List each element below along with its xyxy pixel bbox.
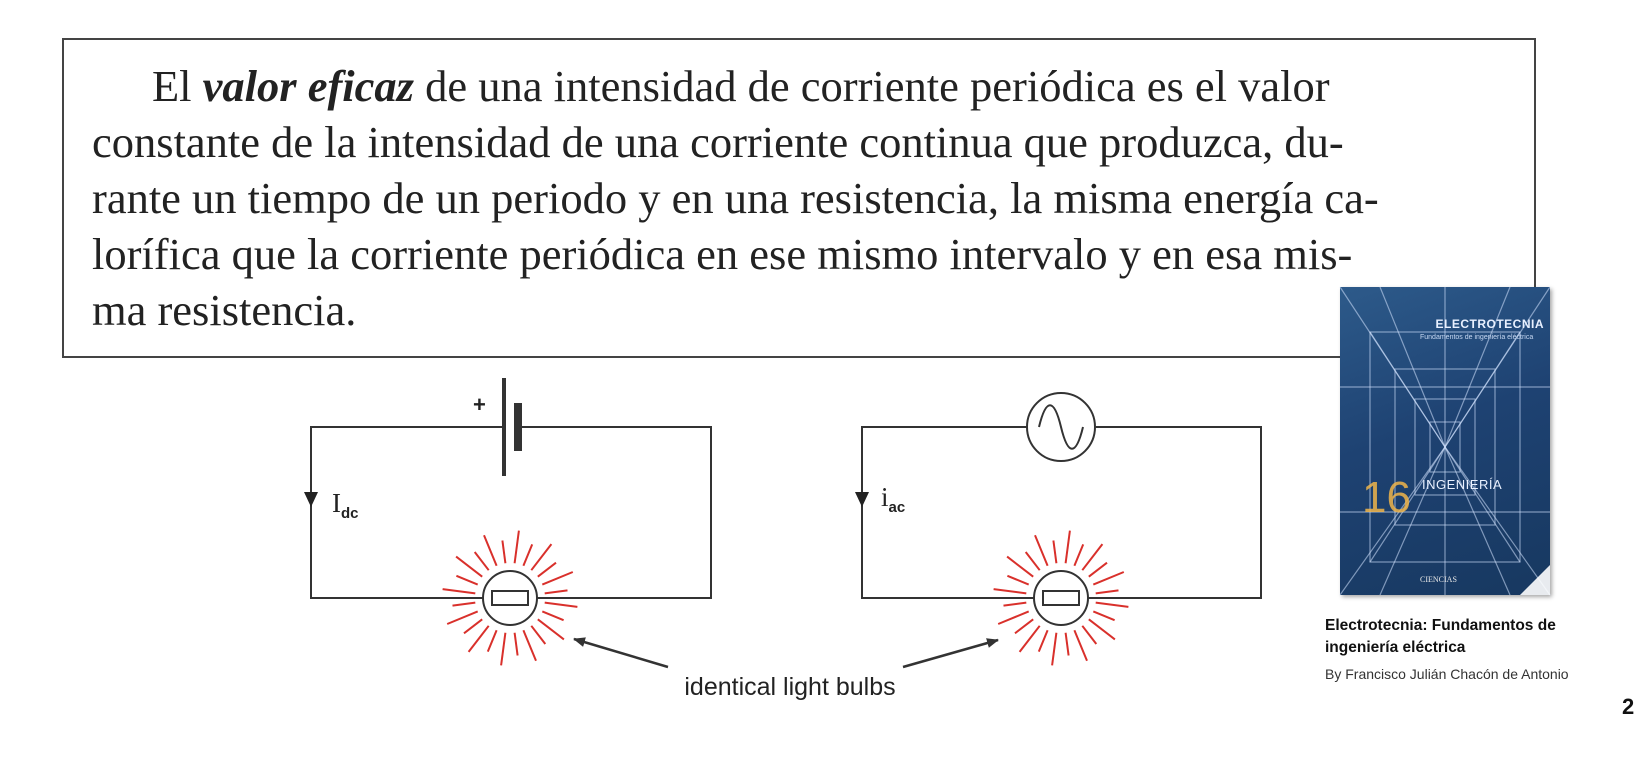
light-ray <box>994 589 1027 593</box>
light-ray <box>1052 633 1056 666</box>
light-ray <box>475 552 489 570</box>
cover-subtitle: Fundamentos de ingeniería eléctrica <box>1420 334 1534 341</box>
cover-title: ELECTROTECNIA <box>1435 317 1544 331</box>
light-ray <box>538 619 564 639</box>
definition-line-3: rante un tiempo de un periodo y en una resistencia, la misma energía ca- <box>92 173 1379 223</box>
light-ray <box>1082 626 1096 644</box>
light-ray <box>1082 544 1102 570</box>
ac-current-symbol: i <box>881 482 889 512</box>
light-ray <box>515 531 519 564</box>
definition-line-1-end: de una intensidad de corriente periódica es el valor <box>413 61 1330 111</box>
light-ray <box>488 630 497 651</box>
light-ray <box>502 541 505 564</box>
light-ray <box>1096 590 1119 593</box>
light-ray <box>542 572 573 585</box>
light-ray <box>1035 535 1048 566</box>
light-ray <box>469 626 489 652</box>
light-ray <box>1074 544 1083 565</box>
light-ray <box>523 544 532 565</box>
light-ray <box>545 603 578 607</box>
light-ray <box>531 626 545 644</box>
light-ray <box>1026 552 1040 570</box>
cover-publisher: CIENCIAS <box>1420 575 1457 584</box>
ac-current-subscript: ac <box>888 499 906 516</box>
ac-current-arrow-icon <box>855 492 869 507</box>
light-ray <box>1053 541 1056 564</box>
dc-current-label <box>332 488 359 522</box>
definition-line-1-start: El <box>152 61 203 111</box>
cover-series-number: 16 <box>1362 473 1411 522</box>
light-ray <box>538 563 556 577</box>
book-title-link[interactable]: Electrotecnia: Fundamentos de ingeniería eléctrica <box>1325 617 1556 656</box>
light-ray <box>443 589 476 593</box>
ac-current-label <box>881 482 905 516</box>
light-ray <box>1074 630 1087 661</box>
light-ray <box>1007 557 1033 577</box>
light-ray <box>456 576 477 585</box>
book-cover-image[interactable] <box>1340 287 1550 595</box>
light-ray <box>531 544 551 570</box>
valor-eficaz-term: valor eficaz <box>202 61 414 111</box>
light-ray <box>515 633 518 656</box>
ac-circuit <box>855 393 1261 665</box>
light-ray <box>545 590 568 593</box>
caption-arrow-right <box>903 640 998 667</box>
light-ray <box>1093 572 1124 585</box>
light-ray <box>447 611 478 624</box>
definition-line-2: constante de la intensidad de una corriente continua que produzca, du- <box>92 117 1344 167</box>
light-ray <box>501 633 505 666</box>
definition-line-4: lorífica que la corriente periódica en ese mismo intervalo y en esa mis- <box>92 229 1353 279</box>
light-ray <box>998 611 1028 624</box>
ac-source-icon <box>1027 393 1095 461</box>
dc-current-symbol: I <box>332 488 341 518</box>
light-ray <box>1089 619 1115 639</box>
definition-line-5: ma resistencia. <box>92 285 357 335</box>
book-author: By Francisco Julián Chacón de Antonio <box>1325 666 1569 682</box>
light-ray <box>484 535 497 566</box>
light-ray <box>1096 603 1129 607</box>
battery-symbol <box>504 378 518 476</box>
light-ray <box>453 603 476 606</box>
dc-current-subscript: dc <box>341 505 359 522</box>
light-ray <box>464 619 482 633</box>
cover-series-name: INGENIERÍA <box>1422 477 1503 492</box>
light-ray <box>1093 611 1114 620</box>
light-ray <box>1039 630 1048 651</box>
light-ray <box>1007 576 1028 585</box>
light-ray <box>523 630 536 661</box>
caption-arrow-left <box>574 639 668 667</box>
battery-plus-label: + <box>473 392 486 417</box>
dc-circuit <box>304 378 711 665</box>
light-ray <box>456 557 482 577</box>
light-ray <box>1015 619 1033 633</box>
dc-current-arrow-icon <box>304 492 318 507</box>
light-ray <box>1066 633 1069 656</box>
light-ray <box>1004 603 1027 606</box>
page-number: 2 <box>1622 694 1634 719</box>
light-ray <box>1089 563 1107 577</box>
light-ray <box>542 611 563 620</box>
light-bulbs-caption: identical light bulbs <box>684 673 896 701</box>
light-ray <box>1066 531 1070 564</box>
light-ray <box>1020 626 1040 652</box>
